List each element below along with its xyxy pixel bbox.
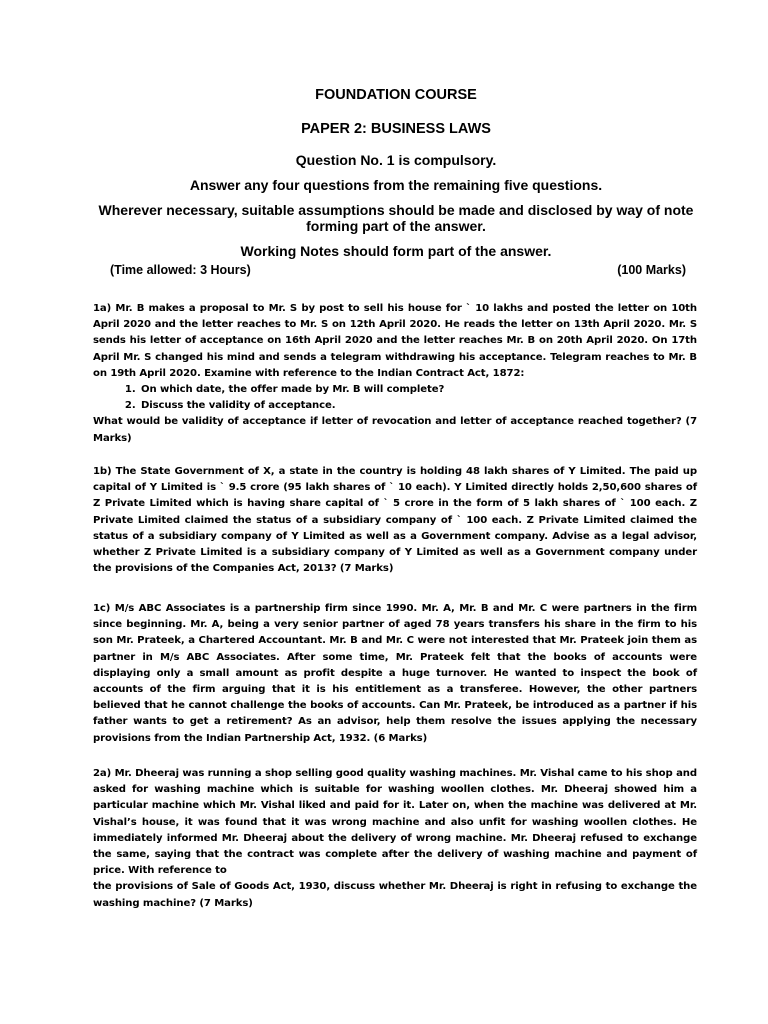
time-allowed: (Time allowed: 3 Hours) <box>110 263 251 277</box>
list-item: 1. On which date, the offer made by Mr. B will complete? <box>139 382 697 398</box>
question-2a-text-continued: the provisions of Sale of Goods Act, 1930, discuss whether Mr. Dheeraj is right in refusing to exchange the washing machine? (7 Marks) <box>93 881 697 909</box>
question-1c <box>93 601 697 747</box>
paper-title: PAPER 2: BUSINESS LAWS <box>301 121 491 137</box>
question-1a-text: 1a) Mr. B makes a proposal to Mr. S by post to sell his house for ` 10 lakhs and posted the letter on 10th April 2020 and the letter reaches to Mr. S on 12th April 2020. He reads the letter on 13th April 2020. Mr. S sends his letter of acceptance on 16th April 2020 and the letter reaches Mr. B on 20th April 2020. On 17th April Mr. S changed his mind and sends a telegram withdrawing his acceptance. Telegram reaches to Mr. B on 19th April 2020. Examine with reference to the Indian Contract Act, 1872: <box>93 303 697 379</box>
question-1c-text: 1c) M/s ABC Associates is a partnership firm since 1990. Mr. A, Mr. B and Mr. C were partners in the firm since beginning. Mr. A, being a very senior partner of aged 78 years transfers his share in the firm to his son Mr. Prateek, a Chartered Accountant. Mr. B and Mr. C were not interested that Mr. Prateek join them as partner in M/s ABC Associates. After some time, Mr. Prateek felt that the books of accounts were displaying only a small amount as profit despite a huge turnover. He wanted to inspect the book of accounts of the firm arguing that it is his entitlement as a transferee. However, the other partners believed that he cannot challenge the books of accounts. Can Mr. Prateek, be introduced as a partner if his father wants to get a retirement? As an advisor, help them resolve the issues applying the necessary provisions from the Indian Partnership Act, 1932. (6 Marks) <box>93 603 697 744</box>
course-title: FOUNDATION COURSE <box>315 87 477 103</box>
question-1a-list <box>93 382 697 414</box>
question-1a <box>93 301 697 447</box>
question-2a-text: 2a) Mr. Dheeraj was running a shop selling good quality washing machines. Mr. Vishal came to his shop and asked for washing machine which is suitable for washing woollen clothes. Mr. Dheeraj showed him a particular machine which Mr. Vishal liked and paid for it. Later on, when the machine was delivered at Mr. Vishal’s house, it was found that it was wrong machine and also unfit for washing woollen clothes. He immediately informed Mr. Dheeraj about the delivery of wrong machine. Mr. Dheeraj refused to exchange the same, saying that the contract was complete after the delivery of washing machine and payment of price. With reference to <box>93 768 697 877</box>
list-item: 2. Discuss the validity of acceptance. <box>139 398 697 414</box>
instruction-working-notes: Working Notes should form part of the answer. <box>240 243 552 259</box>
question-1b-text: 1b) The State Government of X, a state in the country is holding 48 lakh shares of Y Limited. The paid up capital of Y Limited is ` 9.5 crore (95 lakh shares of ` 10 each). Y Limited directly holds 2,50,600 shares of Z Private Limited which is having share capital of ` 5 crore in the form of 5 lakh shares of ` 100 each. Z Private Limited claimed the status of a subsidiary company of ` 100 each. Z Private Limited claimed the status of a subsidiary company of Y Limited as well as a Government company. Advise as a legal advisor, whether Z Private Limited is a subsidiary company of Y Limited as well as a Government company under the provisions of the Companies Act, 2013? (7 Marks) <box>93 466 697 575</box>
instruction-compulsory: Question No. 1 is compulsory. <box>295 152 497 168</box>
exam-header <box>96 86 696 259</box>
total-marks: (100 Marks) <box>617 263 686 277</box>
instruction-assumptions: Wherever necessary, suitable assumptions should be made and disclosed by way of note forming part of the answer. <box>98 202 694 234</box>
question-2a <box>93 766 697 912</box>
instruction-answer-four: Answer any four questions from the remaining five questions. <box>189 177 603 193</box>
question-1a-followup: What would be validity of acceptance if letter of revocation and letter of acceptance reached together? (7 Marks) <box>93 416 697 444</box>
question-1b <box>93 464 697 577</box>
